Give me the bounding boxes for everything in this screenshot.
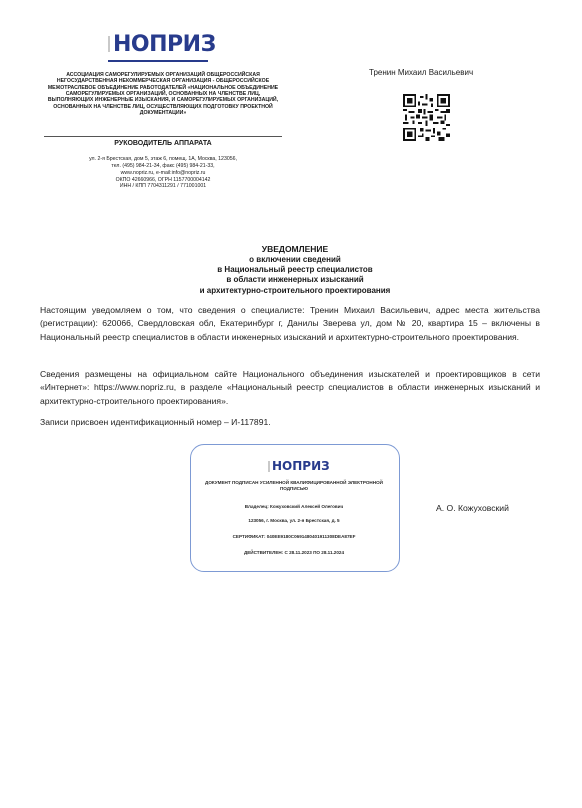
contact-web: www.nopriz.ru, e-mail:info@nopriz.ru [120, 169, 206, 176]
notice-title [150, 244, 440, 296]
notice-subtitle-2: в Национальный реестр специалистов [217, 265, 373, 275]
paragraph-specialist: Настоящим уведомляем о том, что сведения о специалисте: Тренин Михаил Васильевич, адрес места жительства (регистрации): 620066, Свердловская обл, Екатеринбург г, Данилы Зверева ул, дом № 20, квартира 15 – включены в Национальный реестр специалистов в области инженерных изысканий и архитектурно-строительного проектирования. [40, 305, 540, 342]
notice-heading: УВЕДОМЛЕНИЕ [261, 244, 329, 254]
logo-underline [108, 60, 208, 62]
notice-subtitle-4: и архитектурно-строительного проектирования [199, 285, 391, 295]
contact-address: ул. 2-я Брестская, дом 5, этаж 6, помещ. 1А, Москва, 123056, [89, 156, 237, 162]
association-name: АССОЦИАЦИЯ САМОРЕГУЛИРУЕМЫХ ОРГАНИЗАЦИЙ ОБЩЕРОССИЙСКАЯ НЕГОСУДАРСТВЕННАЯ НЕКОММЕРЧЕСКАЯ ОРГАНИЗАЦИЯ - ОБЩЕРОССИЙСКОЕ МЕЖОТРАСЛЕВОЕ ОБЪЕДИНЕНИЕ РАБОТОДАТЕЛЕЙ «НАЦИОНАЛЬНОЕ ОБЪЕДИНЕНИЕ САМОРЕГУЛИРУЕМЫХ ОРГАНИЗАЦИЙ, ОСНОВАННЫХ НА ЧЛЕНСТВЕ ЛИЦ, ВЫПОЛНЯЮЩИХ ИНЖЕНЕРНЫЕ ИЗЫСКАНИЯ, И САМОРЕГУЛИРУЕМЫХ ОРГАНИЗАЦИЙ, ОСНОВАННЫХ НА ЧЛЕНСТВЕ ЛИЦ, ОСУЩЕСТВЛЯЮЩИХ ПОДГОТОВКУ ПРОЕКТНОЙ ДОКУМЕНТАЦИИ» [47, 72, 279, 117]
paragraph-website: Сведения размещены на официальном сайте Национального объединения изыскателей и проектировщиков в сети «Интернет»: https://www.nopriz.ru, в разделе «Национальный реестр специалистов в области инженерных изысканий и архитектурно-строительного проектирования». [40, 369, 540, 406]
head-title: РУКОВОДИТЕЛЬ АППАРАТА [114, 140, 212, 147]
header-divider [44, 136, 282, 137]
recipient-name: Тренин Михаил Васильевич [369, 68, 474, 77]
stamp-logo [268, 457, 328, 475]
russian-flag-icon [108, 36, 110, 52]
stamp-signed-by: ДОКУМЕНТ ПОДПИСАН УСИЛЕННОЙ КВАЛИФИЦИРОВАННОЙ ЭЛЕКТРОННОЙ ПОДПИСЬЮ [205, 480, 383, 491]
signer-name: А. О. Кожуховский [436, 503, 509, 513]
contact-okpo: ОКПО 42660966, ОГРН 1157700004142 [115, 176, 211, 183]
qr-code-icon [403, 94, 450, 141]
stamp-owner: Владелец: Кожуховский Алексей Олегович [244, 504, 344, 509]
logo-text: НОПРИЗ [113, 31, 216, 57]
notice-subtitle-1: о включении сведений [249, 254, 341, 264]
stamp-logo-text: НОПРИЗ [272, 459, 330, 473]
russian-flag-icon [268, 461, 270, 472]
paragraph-id-number: Записи присвоен идентификационный номер – И-117891. [40, 417, 271, 427]
contact-inn: ИНН / КПП 7704311291 / 771001001 [119, 183, 207, 190]
stamp-validity: ДЕЙСТВИТЕЛЕН: С 28.11.2023 ПО 28.11.2024 [243, 550, 345, 555]
stamp-certificate: СЕРТИФИКАТ: 040ЕЕ9180С0691480401911308DEA87EF [232, 534, 356, 539]
contacts-block [44, 156, 282, 190]
nopriz-logo [108, 27, 216, 61]
stamp-address: 123056, г. Москва, ул. 2-я Брестская, д. 5 [248, 518, 340, 523]
contact-phone: тел. (495) 984-21-34, факс (495) 984-21-33, [111, 162, 215, 169]
notice-subtitle-3: в области инженерных изысканий [226, 275, 364, 285]
